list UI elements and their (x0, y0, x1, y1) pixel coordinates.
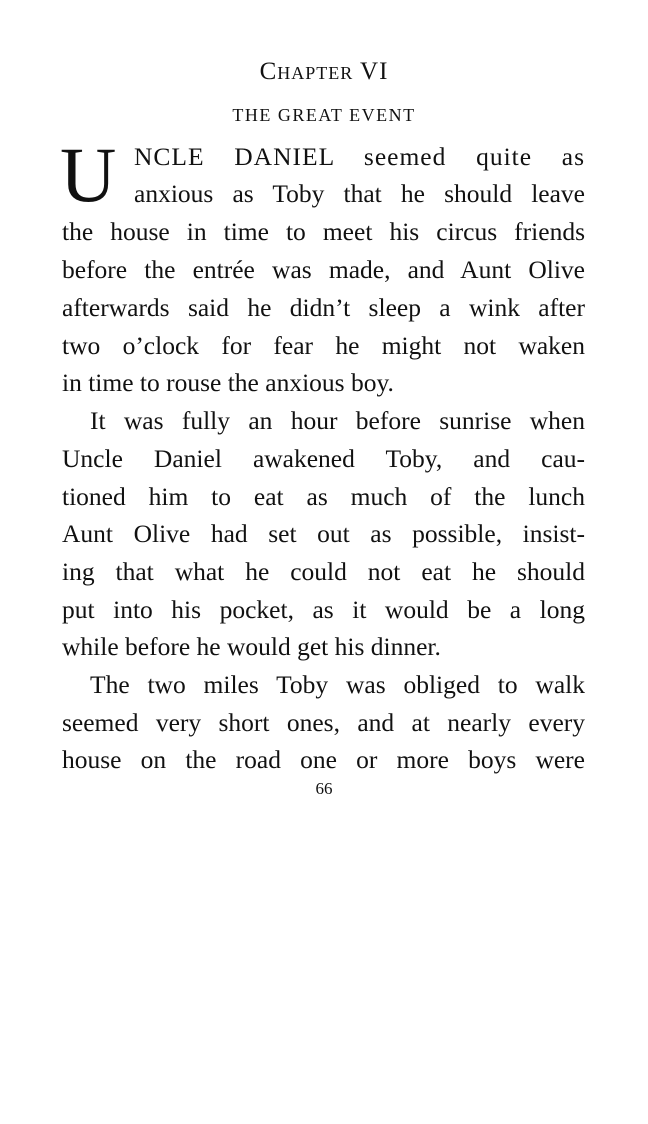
text-line: Aunt Olive had set out as possible, insist- (62, 519, 585, 548)
text-line: Uncle Daniel awakened Toby, and cau- (62, 444, 585, 473)
text-line: The two miles Toby was obliged to walk (90, 670, 585, 699)
text-line: the house in time to meet his circus friends (62, 217, 585, 246)
text-line: house on the road one or more boys were (62, 745, 585, 774)
text-line: anxious as Toby that he should leave (134, 179, 585, 208)
text-line: two o’clock for fear he might not waken (62, 331, 585, 360)
text-line: It was fully an hour before sunrise when (90, 406, 585, 435)
chapter-title: THE GREAT EVENT (232, 105, 416, 125)
chapter-heading: Chapter VI (259, 58, 389, 85)
text-line: put into his pocket, as it would be a long (62, 595, 585, 624)
text-line: while before he would get his dinner. (62, 632, 441, 661)
text-line: in time to rouse the anxious boy. (62, 368, 394, 397)
drop-cap: U (60, 131, 117, 218)
page-number: 66 (315, 779, 333, 798)
text-line: tioned him to eat as much of the lunch (62, 482, 585, 511)
text-line: afterwards said he didn’t sleep a wink after (62, 293, 585, 322)
text-line: ing that what he could not eat he should (62, 557, 585, 586)
text-line: seemed very short ones, and at nearly every (62, 708, 585, 737)
text-line: NCLE DANIEL seemed quite as (134, 142, 585, 171)
text-line: before the entrée was made, and Aunt Olive (62, 255, 585, 284)
